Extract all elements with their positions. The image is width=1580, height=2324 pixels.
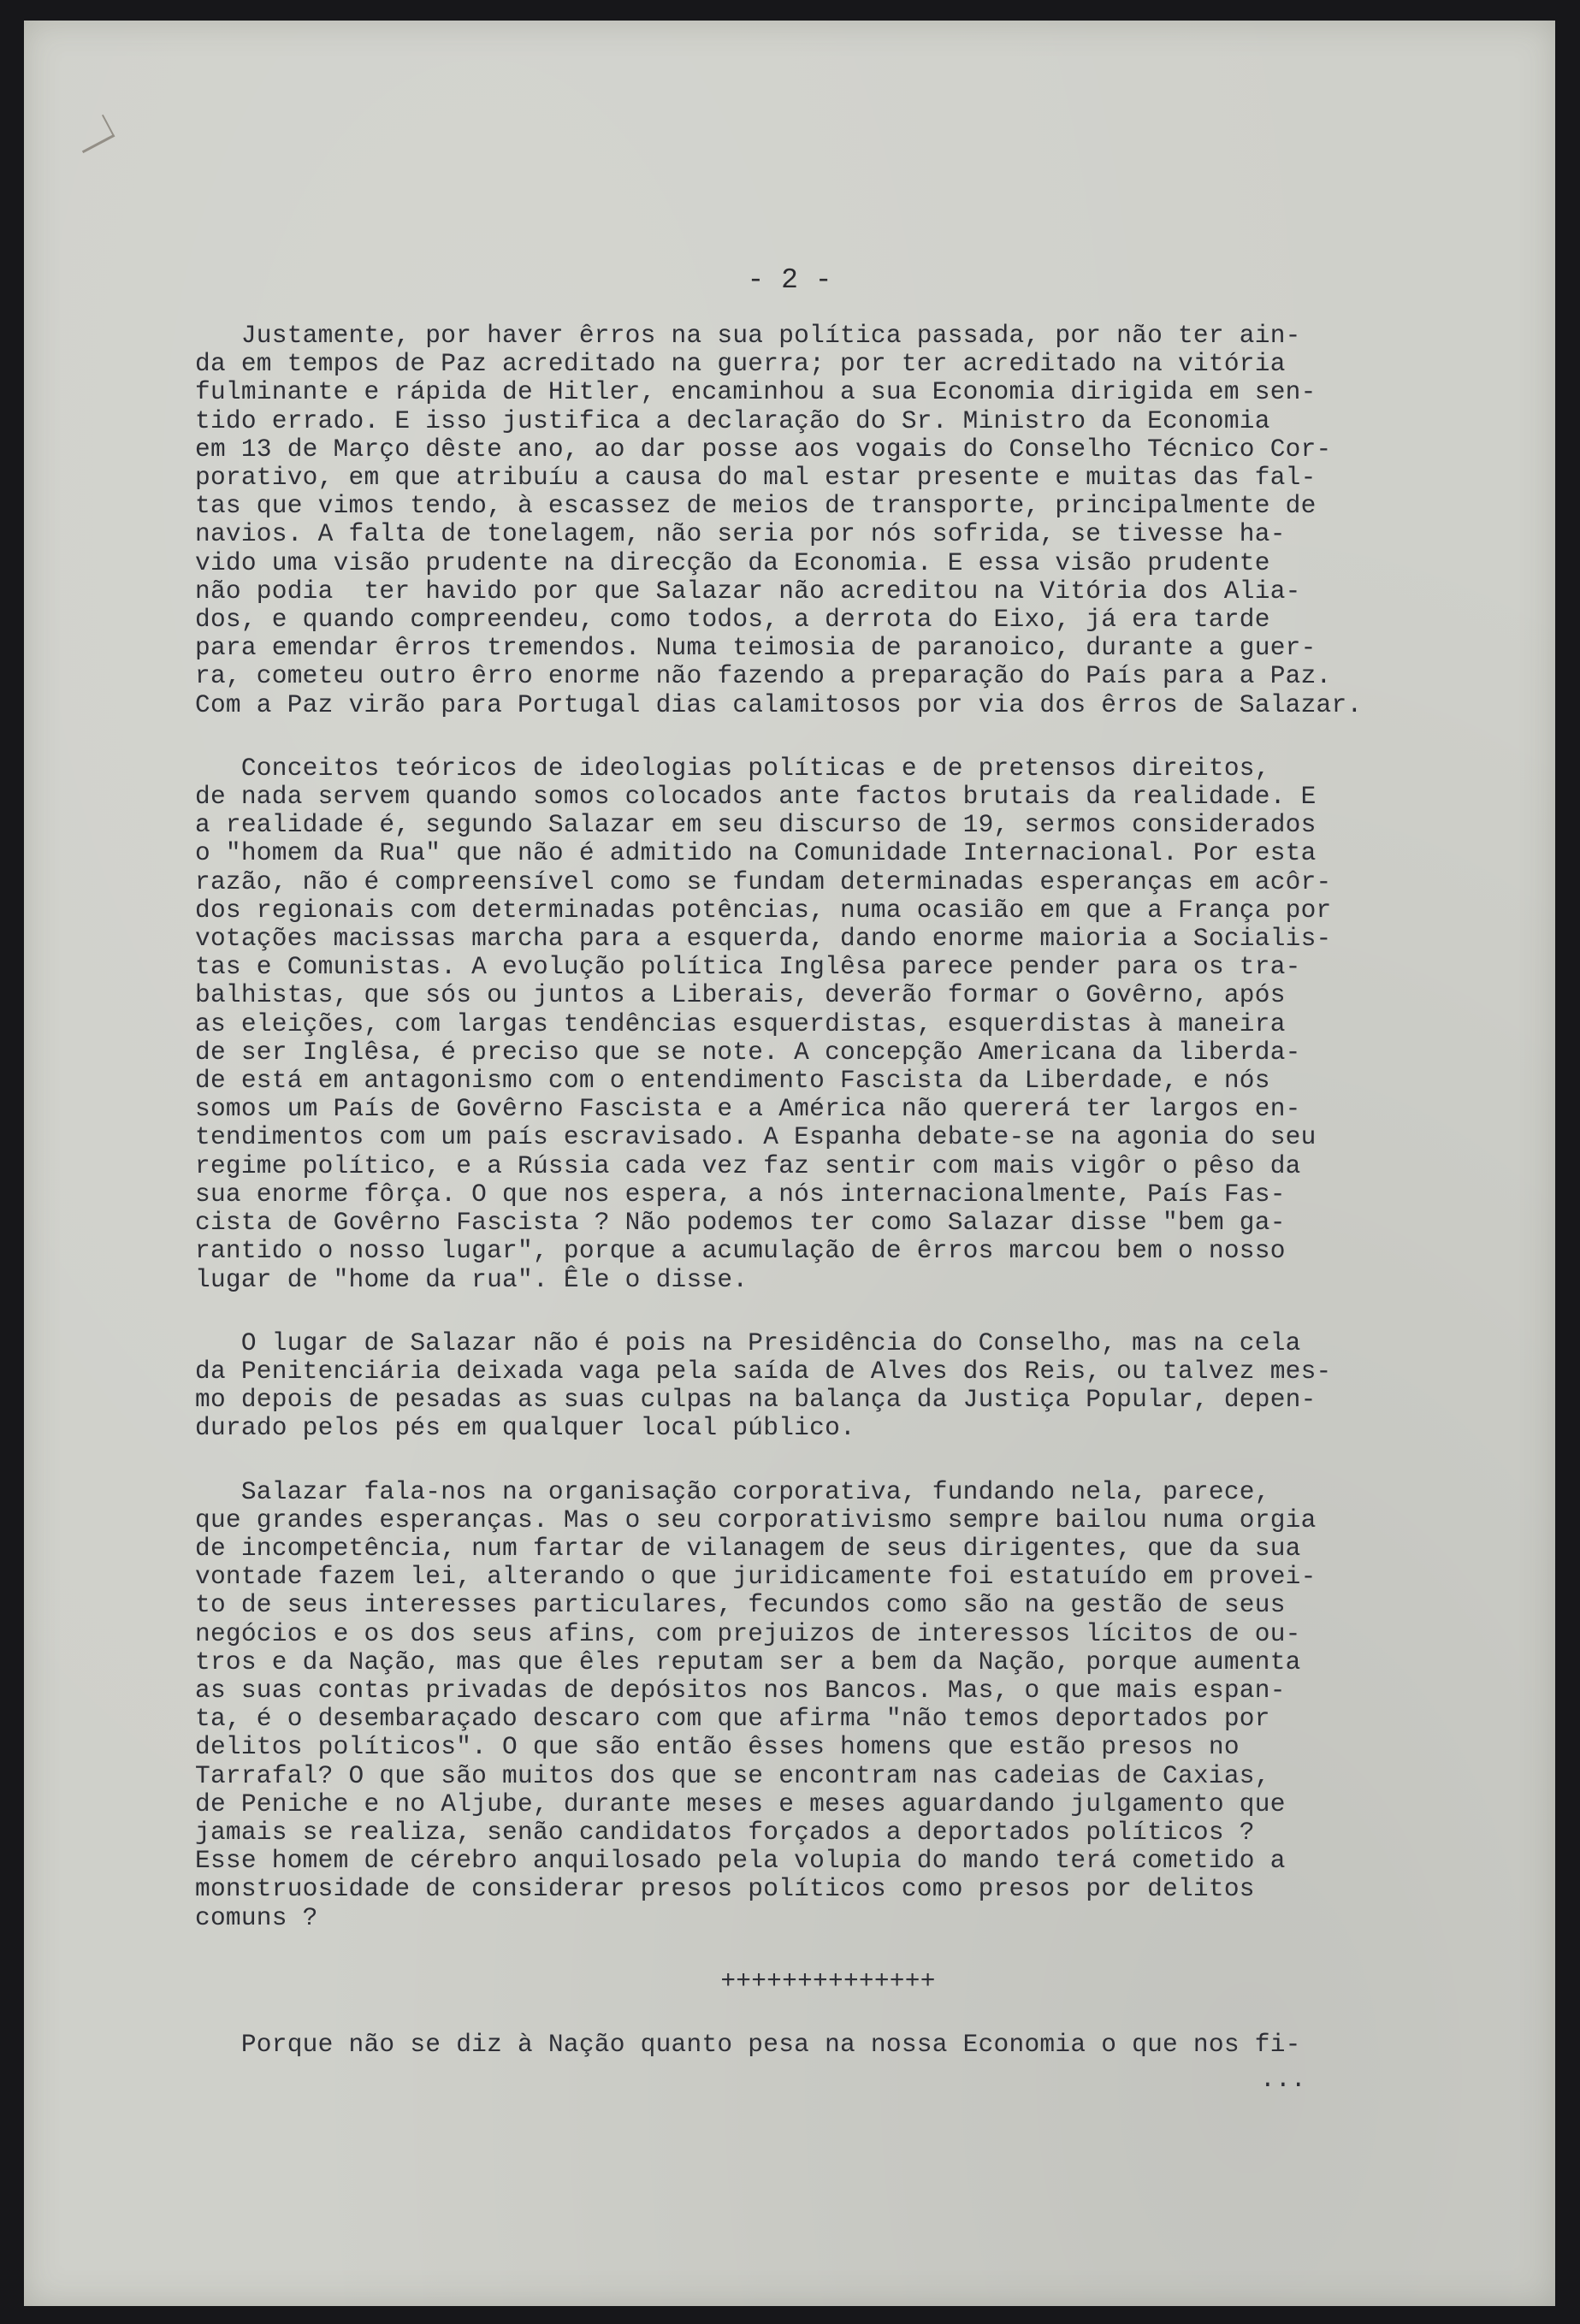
text-line: de nada servem quando somos colocados ante factos brutais da realidade. E — [195, 782, 1317, 812]
text-line: razão, não é compreensível como se fundam determinadas esperanças em acôr- — [195, 866, 1332, 896]
text-line: lugar de "home da rua". Êle o disse. — [195, 1264, 749, 1294]
text-line: de Peniche e no Aljube, durante meses e meses aguardando julgamento que — [195, 1789, 1286, 1818]
text-line: tendimentos com um país escravisado. A Espanha debate-se na agonia do seu — [195, 1122, 1317, 1152]
text-line: dos, e quando compreendeu, como todos, a derrota do Eixo, já era tarde — [195, 605, 1270, 635]
text-line: tas que vimos tendo, à escassez de meios de transporte, principalmente de — [195, 491, 1317, 521]
text-line: ta, é o desembaraçado descaro com que afirma "não temos deportados por — [195, 1704, 1270, 1734]
continuation-mark: ... — [1260, 2065, 1306, 2095]
text-line: para emendar êrros tremendos. Numa teimosia de paranoico, durante a guer- — [195, 633, 1317, 663]
paragraph-4 — [195, 1478, 1512, 1932]
text-line: Com a Paz virão para Portugal dias calamitosos por via dos êrros de Salazar. — [195, 689, 1363, 719]
text-line: Tarrafal? O que são muitos dos que se encontram nas cadeias de Caxias, — [195, 1760, 1270, 1790]
text-line: sua enorme fôrça. O que nos espera, a nós internacionalmente, País Fas- — [195, 1179, 1286, 1209]
text-line: to de seus interesses particulares, fecundos como são na gestão de seus — [195, 1590, 1286, 1620]
text-line: da em tempos de Paz acreditado na guerra; por ter acreditado na vitória — [195, 349, 1286, 379]
text-line: Conceitos teóricos de ideologias políticas e de pretensos direitos, — [195, 753, 1270, 783]
text-line: navios. A falta de tonelagem, não seria por nós sofrida, se tivesse ha- — [195, 519, 1286, 549]
text-line: balhistas, que sós ou juntos a Liberais, deverão formar o Govêrno, após — [195, 980, 1286, 1010]
text-line: as suas contas privadas de depósitos nos Bancos. Mas, o que mais espan- — [195, 1675, 1286, 1705]
text-line: tido errado. E isso justifica a declaração do Sr. Ministro da Economia — [195, 405, 1270, 435]
text-line: regime político, e a Rússia cada vez faz sentir com mais vigôr o pêso da — [195, 1150, 1301, 1180]
text-line: tros e da Nação, mas que êles reputam ser a bem da Nação, porque aumenta — [195, 1647, 1301, 1676]
text-line: monstruosidade de considerar presos políticos como presos por delitos — [195, 1874, 1255, 1904]
text-line: mo depois de pesadas as suas culpas na balança da Justiça Popular, depen- — [195, 1385, 1317, 1415]
closing-line: Porque não se diz à Nação quanto pesa na nossa Economia o que nos fi- — [195, 2029, 1301, 2059]
paragraph-3 — [195, 1329, 1512, 1443]
text-line: Justamente, por haver êrros na sua política passada, por não ter ain- — [195, 321, 1301, 350]
text-line: que grandes esperanças. Mas o seu corporativismo sempre bailou numa orgia — [195, 1505, 1317, 1535]
text-line: de ser Inglêsa, é preciso que se note. A concepção Americana da liberda- — [195, 1037, 1301, 1067]
text-line: a realidade é, segundo Salazar em seu discurso de 19, sermos considerados — [195, 810, 1317, 840]
text-line: Esse homem de cérebro anquilosado pela volupia do mando terá cometido a — [195, 1846, 1286, 1876]
text-line: votações macissas marcha para a esquerda, dando enorme maioria a Socialis- — [195, 924, 1332, 954]
text-line: rantido o nosso lugar", porque a acumulação de êrros marcou bem o nosso — [195, 1236, 1286, 1266]
text-line: comuns ? — [195, 1902, 318, 1932]
text-line: de incompetência, num fartar de vilanagem de seus dirigentes, que da sua — [195, 1533, 1301, 1563]
text-line: fulminante e rápida de Hitler, encaminhou a sua Economia dirigida em sen- — [195, 377, 1317, 407]
text-line: durado pelos pés em qualquer local público. — [195, 1413, 855, 1443]
document-body — [195, 322, 1512, 2094]
text-line: ra, cometeu outro êrro enorme não fazendo a preparação do País para a Paz. — [195, 661, 1332, 691]
text-line: somos um País de Govêrno Fascista e a América não quererá ter largos en- — [195, 1094, 1301, 1124]
text-line: negócios e os dos seus afins, com prejuizos de interessos lícitos de ou- — [195, 1618, 1301, 1648]
paragraph-2 — [195, 754, 1512, 1294]
text-line: porativo, em que atribuíu a causa do mal estar presente e muitas das fal- — [195, 463, 1317, 493]
text-line: da Penitenciária deixada vaga pela saída de Alves dos Reis, ou talvez mes- — [195, 1356, 1332, 1386]
text-line: vido uma visão prudente na direcção da Economia. E essa visão prudente — [195, 547, 1270, 577]
text-line: delitos políticos". O que são então êsses homens que estão presos no — [195, 1732, 1240, 1762]
text-line: em 13 de Março dêste ano, ao dar posse aos vogais do Conselho Técnico Cor- — [195, 434, 1332, 464]
text-line: as eleições, com largas tendências esquerdistas, esquerdistas à maneira — [195, 1008, 1286, 1038]
text-line: jamais se realiza, senão candidatos forçados a deportados políticos ? — [195, 1817, 1255, 1847]
text-line: O lugar de Salazar não é pois na Presidência do Conselho, mas na cela — [195, 1328, 1301, 1357]
text-line: Salazar fala-nos na organisação corporativa, fundando nela, parece, — [195, 1476, 1270, 1506]
document-page — [24, 21, 1555, 2306]
text-line: vontade fazem lei, alterando o que juridicamente foi estatuído em provei- — [195, 1562, 1317, 1592]
ink-mark — [72, 115, 115, 153]
paragraph-1 — [195, 322, 1512, 719]
text-line: tas e Comunistas. A evolução política Inglêsa parece pender para os tra- — [195, 952, 1301, 982]
text-line: o "homem da Rua" que não é admitido na Comunidade Internacional. Por esta — [195, 838, 1317, 868]
separator-line: ++++++++++++++ — [720, 1966, 936, 1996]
text-line: cista de Govêrno Fascista ? Não podemos ter como Salazar disse "bem ga- — [195, 1208, 1286, 1238]
text-line: não podia ter havido por que Salazar não acreditou na Vitória dos Alia- — [195, 576, 1301, 606]
text-line: dos regionais com determinadas potências, numa ocasião em que a França por — [195, 895, 1332, 925]
text-line: de está em antagonismo com o entendimento Fascista da Liberdade, e nós — [195, 1066, 1270, 1096]
page-number: - 2 - — [747, 264, 832, 296]
